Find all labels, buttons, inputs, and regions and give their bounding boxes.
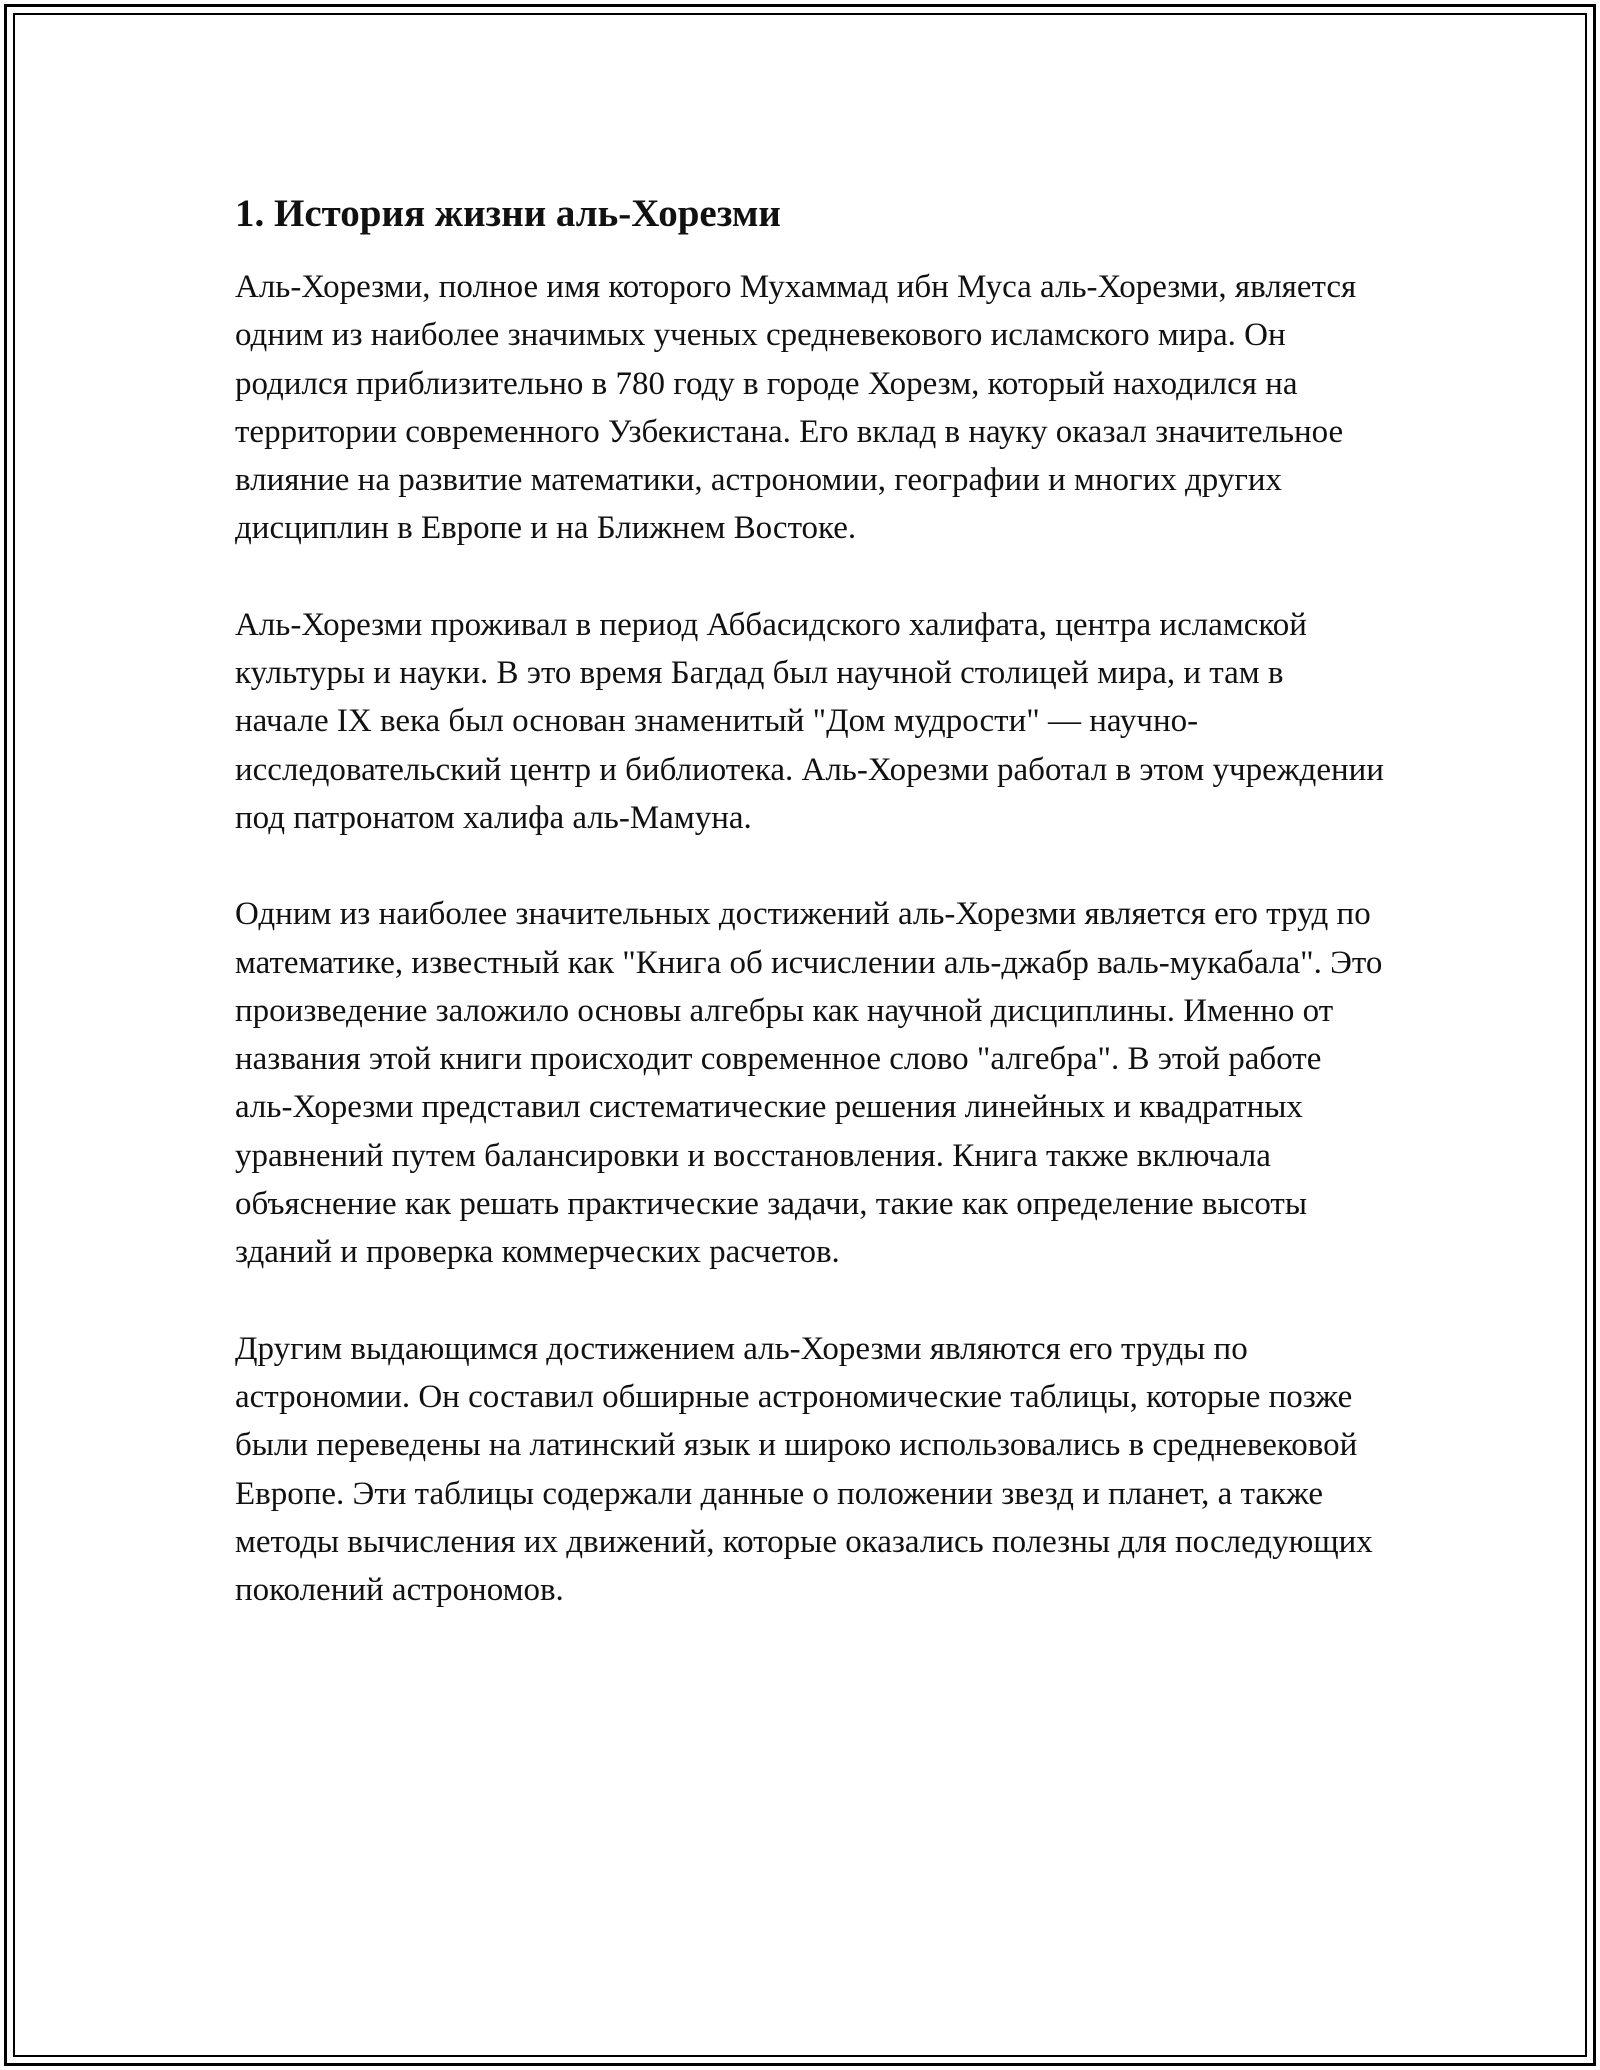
paragraph-1: Аль-Хорезми, полное имя которого Мухаммад ибн Муса аль-Хорезми, является одним из наиболее значимых ученых средневекового исламского мира. Он родился приблизительно в 780 году в городе Хорезм, который находился на территории современного Узбекистана. Его вклад в науку оказал значительное влияние на развитие математики, астрономии, географии и многих других дисциплин в Европе и на Ближнем Востоке. [235,269,1357,547]
document-body [235,188,1385,1662]
paragraph-3: Одним из наиболее значительных достижений аль-Хорезми является его труд по математике, известный как "Книга об исчислении аль-джабр валь-мукабала". Это произведение заложило основы алгебры как научной дисциплины. Именно от названия этой книги происходит современное слово "алгебра". В этой работе аль-Хорезми представил систематические решения линейных и квадратных уравнений путем балансировки и восстановления. Книга также включала объяснение как решать практические задачи, такие как определение высоты зданий и проверка коммерческих расчетов. [235,896,1383,1271]
section-heading: 1. История жизни аль-Хорезми [235,192,781,235]
paragraph-2: Аль-Хорезми проживал в период Аббасидского халифата, центра исламской культуры и науки. В это время Багдад был научной столицей мира, и там в начале IX века был основан знаменитый "Дом мудрости" — научно-исследовательский центр и библиотека. Аль-Хорезми работал в этом учреждении под патронатом халифа аль-Мамуна. [235,606,1384,836]
paragraph-4: Другим выдающимся достижением аль-Хорезми являются его труды по астрономии. Он составил обширные астрономические таблицы, которые позже были переведены на латинский язык и широко использовались в средневековой Европе. Эти таблицы содержали данные о положении звезд и планет, а также методы вычисления их движений, которые оказались полезны для последующих поколений астрономов. [235,1330,1373,1609]
